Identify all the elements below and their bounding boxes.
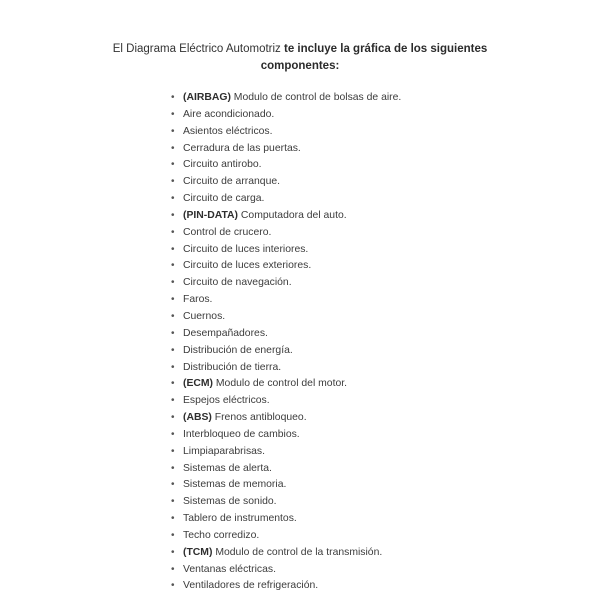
component-label: Cerradura de las puertas.	[183, 142, 301, 154]
component-label: Techo corredizo.	[183, 529, 260, 541]
component-code: (ECM)	[183, 378, 214, 390]
component-list	[170, 90, 401, 595]
list-item	[170, 477, 401, 494]
intro-bold-text: te incluye la gráfica de los siguientes componentes:	[260, 43, 488, 72]
bullet-icon: •	[171, 428, 175, 440]
list-item	[170, 242, 401, 259]
list-item	[170, 562, 401, 579]
component-code: (ABS)	[183, 412, 212, 424]
component-code: (PIN-DATA)	[183, 209, 239, 221]
bullet-icon: •	[171, 125, 175, 137]
bullet-icon: •	[171, 361, 175, 373]
list-item	[170, 225, 401, 242]
list-item	[170, 174, 401, 191]
bullet-icon: •	[171, 226, 175, 238]
component-label: Interbloqueo de cambios.	[183, 428, 300, 440]
bullet-icon: •	[171, 412, 175, 424]
list-item	[170, 545, 401, 562]
component-label: Circuito de luces interiores.	[183, 243, 309, 255]
bullet-icon: •	[171, 563, 175, 575]
bullet-icon: •	[171, 580, 175, 592]
bullet-icon: •	[171, 294, 175, 306]
bullet-icon: •	[171, 310, 175, 322]
component-label: Distribución de tierra.	[183, 361, 282, 373]
component-label: Control de crucero.	[183, 226, 272, 238]
component-label: Modulo de control de bolsas de aire.	[230, 92, 402, 103]
list-item	[170, 410, 401, 427]
list-item	[170, 578, 401, 595]
bullet-icon: •	[171, 479, 175, 491]
component-label: Desempañadores.	[183, 327, 268, 339]
bullet-icon: •	[171, 462, 175, 474]
list-item	[170, 124, 401, 141]
list-item	[170, 427, 401, 444]
component-label: Ventiladores de refrigeración.	[183, 580, 319, 592]
list-item	[170, 107, 401, 124]
component-label: Circuito de luces exteriores.	[183, 260, 312, 272]
list-item	[170, 258, 401, 275]
bullet-icon: •	[171, 395, 175, 407]
intro-paragraph	[110, 41, 490, 75]
bullet-icon: •	[171, 108, 175, 120]
component-label: Modulo de control de la transmisión.	[212, 546, 383, 558]
bullet-icon: •	[171, 142, 175, 154]
component-label: Computadora del auto.	[238, 209, 347, 221]
component-label: Circuito de carga.	[183, 193, 265, 205]
bullet-icon: •	[171, 92, 175, 103]
list-item	[170, 292, 401, 309]
list-item	[170, 343, 401, 360]
list-item	[170, 494, 401, 511]
component-label: Asientos eléctricos.	[183, 125, 273, 137]
intro-text: El Diagrama Eléctrico Automotriz	[112, 43, 285, 55]
component-label: Circuito antirobo.	[183, 159, 262, 171]
bullet-icon: •	[171, 260, 175, 272]
component-label: Frenos antibloqueo.	[211, 412, 307, 424]
component-label: Modulo de control del motor.	[213, 378, 348, 390]
component-label: Circuito de arranque.	[183, 176, 281, 188]
component-label: Aire acondicionado.	[183, 108, 275, 120]
list-item	[170, 326, 401, 343]
component-label: Espejos eléctricos.	[183, 395, 270, 407]
component-label: Circuito de navegación.	[183, 277, 292, 289]
bullet-icon: •	[171, 243, 175, 255]
bullet-icon: •	[171, 344, 175, 356]
list-item	[170, 528, 401, 545]
list-item	[170, 191, 401, 208]
component-label: Sistemas de alerta.	[183, 462, 272, 474]
component-code: (AIRBAG)	[183, 92, 231, 103]
list-item	[170, 444, 401, 461]
list-item	[170, 309, 401, 326]
bullet-icon: •	[171, 277, 175, 289]
list-item	[170, 360, 401, 377]
component-label: Sistemas de sonido.	[183, 496, 277, 508]
bullet-icon: •	[171, 327, 175, 339]
component-code: (TCM)	[183, 546, 213, 558]
bullet-icon: •	[171, 496, 175, 508]
list-item	[170, 461, 401, 478]
component-label: Cuernos.	[183, 310, 226, 322]
bullet-icon: •	[171, 176, 175, 188]
list-item	[170, 376, 401, 393]
bullet-icon: •	[171, 445, 175, 457]
list-item	[170, 141, 401, 158]
list-item	[170, 511, 401, 528]
component-label: Tablero de instrumentos.	[183, 513, 297, 525]
bullet-icon: •	[171, 378, 175, 390]
component-label: Ventanas eléctricas.	[183, 563, 276, 575]
bullet-icon: •	[171, 159, 175, 171]
bullet-icon: •	[171, 209, 175, 221]
list-item	[170, 90, 401, 107]
bullet-icon: •	[171, 513, 175, 525]
component-label: Distribución de energía.	[183, 344, 293, 356]
list-item	[170, 275, 401, 292]
list-item	[170, 208, 401, 225]
list-item	[170, 393, 401, 410]
list-item	[170, 157, 401, 174]
component-label: Faros.	[183, 294, 213, 306]
bullet-icon: •	[171, 193, 175, 205]
bullet-icon: •	[171, 529, 175, 541]
bullet-icon: •	[171, 546, 175, 558]
component-label: Limpiaparabrisas.	[183, 445, 266, 457]
component-label: Sistemas de memoria.	[183, 479, 287, 491]
